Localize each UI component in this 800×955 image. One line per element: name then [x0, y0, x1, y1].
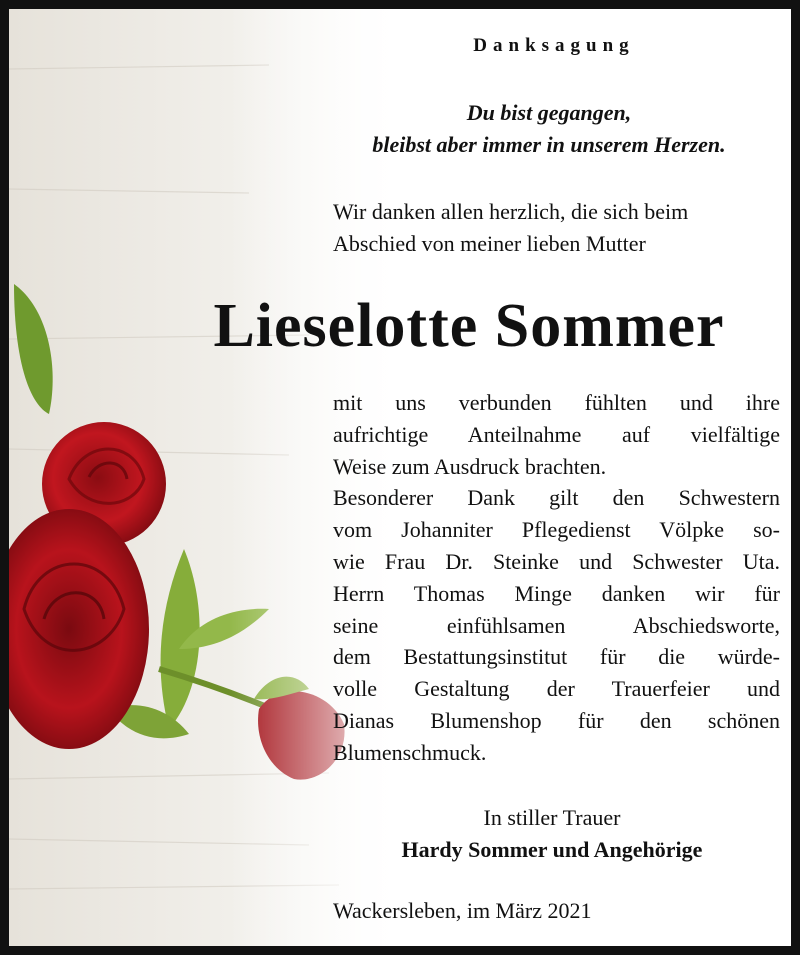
intro-line: Abschied von meiner lieben Mutter [333, 231, 646, 256]
body-line: dem Bestattungsinstitut für die würde- [333, 644, 780, 670]
body-line: Dianas Blumenshop für den schönen [333, 707, 780, 733]
mourning-line: In stiller Trauer [483, 805, 621, 830]
intro-line: Wir danken allen herzlich, die sich beim [333, 199, 689, 224]
body-line: volle Gestaltung der Trauerfeier und [333, 676, 780, 702]
signatories: Hardy Sommer und Angehörige [401, 837, 703, 862]
body-line: mit uns verbunden fühlten und ihre [333, 390, 780, 415]
body-line: wie Frau Dr. Steinke und Schwester Uta. [333, 548, 780, 574]
body-line: aufrichtige Anteilnahme auf vielfältige [333, 421, 780, 447]
memorial-verse [319, 97, 779, 161]
verse-line: bleibst aber immer in unserem Herzen. [372, 132, 726, 157]
thanks-body [333, 387, 780, 769]
body-line: Blumenschmuck. [333, 739, 487, 765]
body-line: Herrn Thomas Minge danken wir für [333, 580, 780, 606]
body-line: vom Johanniter Pflegedienst Völpke so- [333, 517, 780, 543]
deceased-name: Lieselotte Sommer [213, 292, 725, 360]
heading: Danksagung [473, 35, 635, 56]
intro-text [333, 196, 783, 260]
body-line: seine einfühlsamen Abschiedsworte, [333, 612, 780, 638]
place-date: Wackersleben, im März 2021 [333, 898, 592, 923]
closing-block [327, 802, 777, 866]
body-line: Weise zum Ausdruck brachten. [333, 453, 607, 479]
verse-line: Du bist gegangen, [466, 100, 632, 125]
body-line: Besonderer Dank gilt den Schwestern [333, 485, 780, 511]
